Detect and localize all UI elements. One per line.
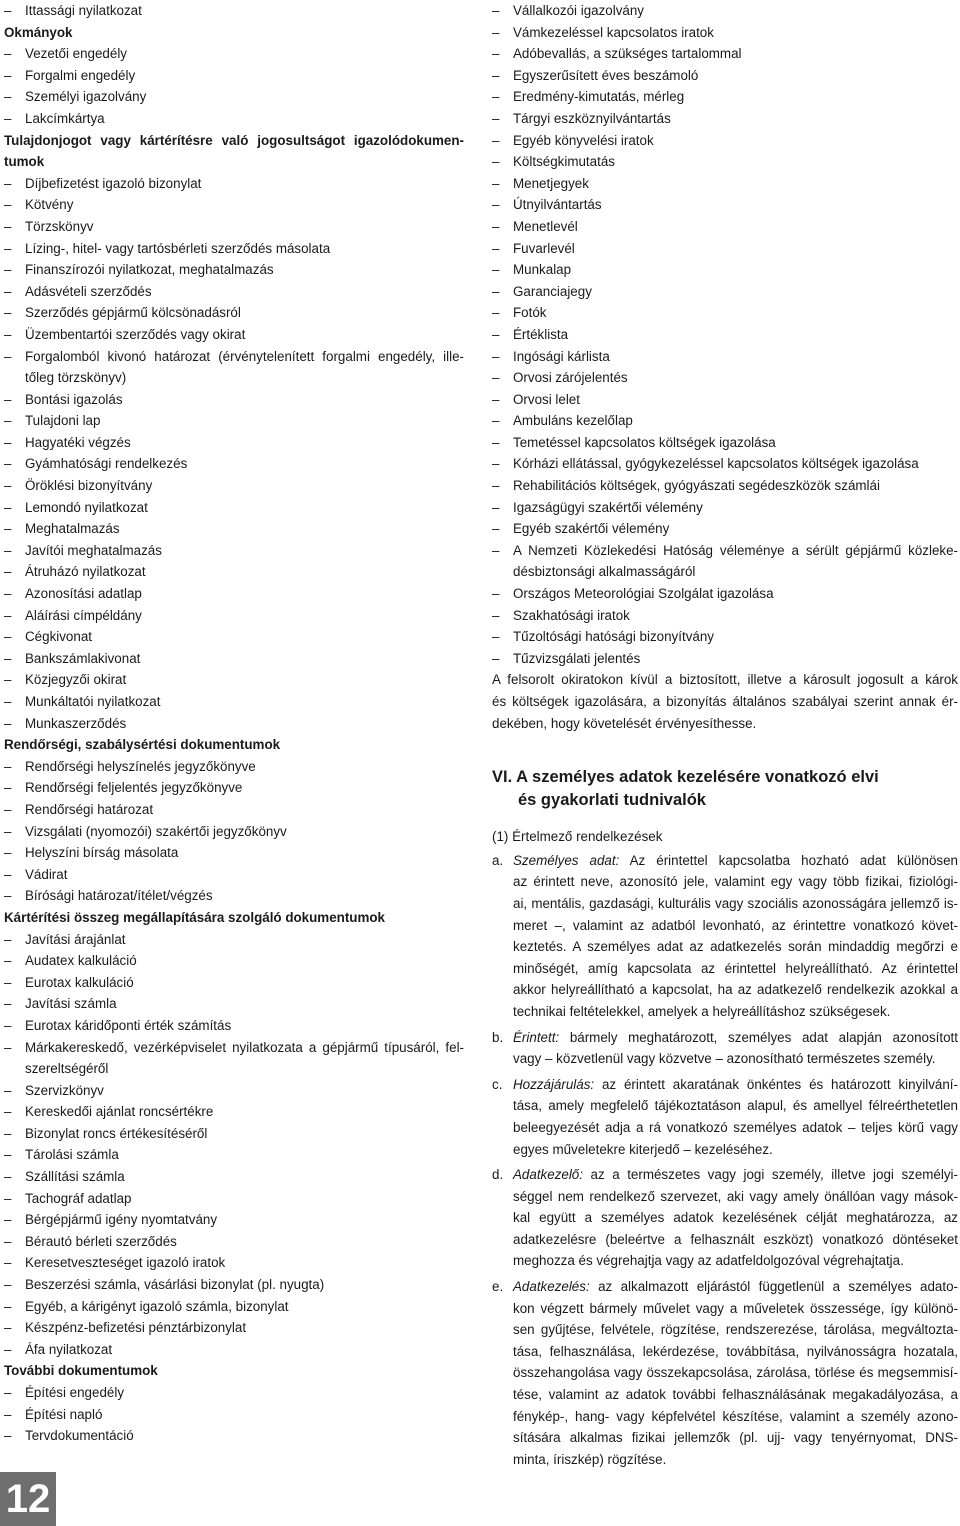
definition-label: e. [492,1279,504,1295]
definition-item [492,1276,958,1470]
list-item: – Személyi igazolvány [4,86,464,108]
list-item: – Vizsgálati (nyomozói) szakértői jegyzőkönyv [4,821,464,843]
definition-label: d. [492,1167,504,1183]
definition-line: az érintett neve, azonosító jele, valamint egy vagy több fizikai, fiziológi- [513,874,958,890]
definition-term: Adatkezelő: [513,1167,583,1183]
definition-line: minőségét, amíg kapcsolata az érintettel helyreállítható. Az érintettel [513,960,958,976]
definition-line: sen gyűjtése, felvétele, rögzítése, rendszerezése, tárolása, megváltozta- [513,1322,958,1338]
list-item: – Rendőrségi határozat [4,799,464,821]
list-item: – Menetlevél [492,216,958,238]
list-item: – Ittassági nyilatkozat [4,0,464,22]
list-item: – Bizonylat roncs értékesítéséről [4,1123,464,1145]
definition-text: az a természetes vagy jogi személy, illetve jogi személyi- [590,1167,958,1183]
list-item: – Orvosi lelet [492,389,958,411]
list-item: – Vádirat [4,864,464,886]
list-item: – Audatex kalkuláció [4,950,464,972]
list-item: – Szerződés gépjármű kölcsönadásról [4,302,464,324]
definition-line: adatkezelésre (beleértve a felhasznált eszközt) vonatkozó döntéseket [513,1231,958,1247]
list-item: – Eurotax kalkuláció [4,972,464,994]
list-item: – Tűzvizsgálati jelentés [492,648,958,670]
list-item: – Bírósági határozat/ítélet/végzés [4,885,464,907]
list-item: – Munkaszerződés [4,713,464,735]
list-item: – Törzskönyv [4,216,464,238]
paragraph-line: A felsorolt okiratokon kívül a biztosított, illetve a károsult jogosult a károk [492,672,958,688]
list-item: – Egyéb, a kárigényt igazoló számla, bizonylat [4,1296,464,1318]
list-item: – Építési napló [4,1404,464,1426]
list-item: – Rendőrségi helyszínelés jegyzőkönyve [4,756,464,778]
list-item: – Gyámhatósági rendelkezés [4,453,464,475]
definition-text: az alkalmazott eljárástól függetlenül a személyes adato- [598,1279,958,1295]
list-item: – Ingósági kárlista [492,346,958,368]
list-item: – Munkalap [492,259,958,281]
list-item: – Vezetői engedély [4,43,464,65]
list-item: – Fuvarlevél [492,238,958,260]
definition-line: séggel nem rendelkező szervezet, aki vagy amely önállóan vagy mások- [513,1188,958,1204]
definition-line: meret –, valamint az adatból levonható, az érintettre vonatkozó követ- [513,917,958,933]
definition-line: tése, valamint az adatok további felhasználásának megakadályozása, a [513,1387,958,1403]
list-item: – Bankszámlakivonat [4,648,464,670]
definition-line: fénykép-, hang- vagy képfelvétel készítése, valamint a személy azono- [513,1408,958,1424]
list-item: – Rehabilitációs költségek, gyógyászati segédeszközök számlái [492,475,958,497]
list-item: – Menetjegyek [492,173,958,195]
list-item: – A Nemzeti Közlekedési Hatóság véleménye a sérült gépjármű közleke- [492,540,958,562]
section-heading: Kártérítési összeg megállapítására szolgáló dokumentumok [4,909,386,925]
list-item: – Rendőrségi feljelentés jegyzőkönyve [4,777,464,799]
list-item: – Azonosítási adatlap [4,583,464,605]
list-item: – Tachográf adatlap [4,1188,464,1210]
list-item: – Eredmény-kimutatás, mérleg [492,86,958,108]
list-item-continuation: tőleg törzskönyv) [25,370,127,386]
definition-line: technikai feltételekkel, amelyek a helyreállításhoz szükségesek. [513,1003,891,1019]
definition-line: tása, amely megfelelő tájékoztatáson alapul, és amellyel félreérthetetlen [513,1098,958,1114]
list-item: – Aláírási címpéldány [4,605,464,627]
definition-line: összehangolása vagy összekapcsolása, zárolása, törlése és megsemmisí- [513,1365,958,1381]
list-item: – Közjegyzői okirat [4,669,464,691]
list-item: – Forgalmi engedély [4,65,464,87]
list-item: – Egyéb könyvelési iratok [492,130,958,152]
definition-item [492,1164,958,1272]
definition-line: minta, íriszkép) rögzítése. [513,1451,667,1467]
right-column [492,0,958,1470]
list-item: – Öröklési bizonyítvány [4,475,464,497]
definition-line: akkor helyreállítható a kapcsolat, ha az adatkezelő rendelkezik azokkal a [513,982,958,998]
section-title-continuation: és gyakorlati tudnivalók [518,791,706,810]
paragraph-line: és költségek igazolására, a bizonyítás általános szabályai szerint annak ér- [492,694,958,709]
section-title: VI. A személyes adatok kezelésére vonatkozó elvi [492,768,879,787]
definition-line [513,1027,958,1049]
definition-line: ai, mentális, gazdasági, kulturális vagy szociális azonosságára jellemző is- [513,895,958,911]
definition-text: Az érintettel kapcsolatba hozható adat különösen [629,852,958,868]
list-item: – Áfa nyilatkozat [4,1339,464,1361]
list-item: – Bérautó bérleti szerződés [4,1231,464,1253]
definition-line [513,1276,958,1298]
list-item: – Orvosi zárójelentés [492,367,958,389]
list-item: – Országos Meteorológiai Szolgálat igazolása [492,583,958,605]
definition-line: kal együtt a személyes adatok kezelésének célját meghatározza, az [513,1210,958,1226]
list-item: – Igazságügyi szakértői vélemény [492,497,958,519]
definition-label: c. [492,1076,503,1092]
list-item: – Díjbefizetést igazoló bizonylat [4,173,464,195]
list-item: – Költségkimutatás [492,151,958,173]
spacer [492,734,958,766]
list-item: – Keresetveszteséget igazoló iratok [4,1252,464,1274]
list-item: – Helyszíni bírság másolata [4,842,464,864]
definition-line: sítására alkalmas fizikai jellemzők (pl. ujj- vagy tenyérnyomat, DNS- [513,1430,958,1446]
definition-line: tása, felhasználása, lekérdezése, továbbítása, nyilvánosságra hozatala, [513,1343,958,1359]
list-item: – Forgalomból kivonó határozat (érvénytelenített forgalmi engedély, ille- [4,346,464,368]
definition-line: vagy – közvetlenül vagy közvetve – azonosítható természetes személy. [513,1051,936,1067]
list-item: – Hagyatéki végzés [4,432,464,454]
list-item: – Adóbevallás, a szükséges tartalommal [492,43,958,65]
definition-label: b. [492,1029,504,1045]
page-number: 12 [0,1472,56,1526]
list-item: – Lízing-, hitel- vagy tartósbérleti szerződés másolata [4,238,464,260]
definition-line [513,1074,958,1096]
list-item: – Egyszerűsített éves beszámoló [492,65,958,87]
list-item: – Temetéssel kapcsolatos költségek igazolása [492,432,958,454]
list-item: – Kereskedői ajánlat roncsértékre [4,1101,464,1123]
definition-term: Adatkezelés: [513,1279,590,1295]
list-item: – Garanciajegy [492,281,958,303]
list-item: – Munkáltatói nyilatkozat [4,691,464,713]
list-item: – Meghatalmazás [4,518,464,540]
definition-line: kon végzett bármely művelet vagy a műveletek összessége, így különö- [513,1300,958,1316]
list-item: – Tárgyi eszköznyilvántartás [492,108,958,130]
subsection-heading: (1) Értelmező rendelkezések [492,829,663,845]
definition-text: bármely meghatározott, személyes adat alapján azonosított [569,1029,958,1045]
list-item: – Tárolási számla [4,1144,464,1166]
list-item: – Ambuláns kezelőlap [492,410,958,432]
list-item: – Cégkivonat [4,626,464,648]
section-heading: Tulajdonjogot vagy kártérítésre való jogosultságot igazolódokumen- [4,132,464,148]
section-heading: További dokumentumok [4,1363,158,1379]
list-item: – Kötvény [4,194,464,216]
list-item: – Javítási árajánlat [4,929,464,951]
definition-line: meghozza és végrehajtja vagy az adatfeldolgozóval végrehajtatja. [513,1253,904,1269]
definition-line: egyes műveletekre kiterjedő – kezeléséhez. [513,1141,773,1157]
left-column [4,0,464,1447]
list-item: – Fotók [492,302,958,324]
list-item: – Szakhatósági iratok [492,605,958,627]
list-item: – Adásvételi szerződés [4,281,464,303]
list-item: – Készpénz-befizetési pénztárbizonylat [4,1317,464,1339]
list-item: – Lakcímkártya [4,108,464,130]
list-item: – Építési engedély [4,1382,464,1404]
definition-term: Hozzájárulás: [513,1076,595,1092]
list-item: – Kórházi ellátással, gyógykezeléssel kapcsolatos költségek igazolása [492,453,958,475]
definition-line: keztetés. A személyes adat az adatkezelés során mindaddig megőrzi e [513,939,958,955]
definition-item [492,1074,958,1160]
section-heading: Okmányok [4,24,73,40]
list-item: – Lemondó nyilatkozat [4,497,464,519]
definition-label: a. [492,852,504,868]
list-item: – Szervizkönyv [4,1080,464,1102]
list-item: – Tulajdoni lap [4,410,464,432]
list-item: – Beszerzési számla, vásárlási bizonylat (pl. nyugta) [4,1274,464,1296]
list-item: – Eurotax káridőponti érték számítás [4,1015,464,1037]
definition-line [513,1164,958,1186]
definition-item [492,850,958,1023]
definition-item [492,1027,958,1070]
list-item: – Útnyilvántartás [492,194,958,216]
list-item: – Finanszírozói nyilatkozat, meghatalmazás [4,259,464,281]
list-item: – Bérgépjármű igény nyomtatvány [4,1209,464,1231]
paragraph-line: dekében, hogy követelését érvényesíthesse. [492,715,757,731]
list-item-continuation: désbiztonsági alkalmasságáról [513,564,696,580]
section-heading: Rendőrségi, szabálysértési dokumentumok [4,737,281,753]
list-item: – Egyéb szakértői vélemény [492,518,958,540]
definition-line [513,850,958,872]
definition-text: az érintett akaratának önkéntes és határozott kinyilvání- [601,1076,958,1092]
definition-line: beleegyezését adja a rá vonatkozó személyes adatok – teljes körű vagy [513,1119,958,1135]
list-item: – Vámkezeléssel kapcsolatos iratok [492,22,958,44]
section-heading-continuation: tumok [4,154,45,170]
list-item-continuation: szereltségéről [25,1061,109,1077]
list-item: – Szállítási számla [4,1166,464,1188]
definition-term: Érintett: [513,1029,560,1045]
list-item: – Márkakereskedő, vezérképviselet nyilatkozata a gépjármű típusáról, fel- [4,1037,464,1059]
list-item: – Átruházó nyilatkozat [4,561,464,583]
list-item: – Értéklista [492,324,958,346]
list-item: – Üzembentartói szerződés vagy okirat [4,324,464,346]
list-item: – Javítási számla [4,993,464,1015]
list-item: – Bontási igazolás [4,389,464,411]
list-item: – Tervdokumentáció [4,1425,464,1447]
definition-term: Személyes adat: [513,852,620,868]
list-item: – Tűzoltósági hatósági bizonyítvány [492,626,958,648]
list-item: – Javítói meghatalmazás [4,540,464,562]
list-item: – Vállalkozói igazolvány [492,0,958,22]
